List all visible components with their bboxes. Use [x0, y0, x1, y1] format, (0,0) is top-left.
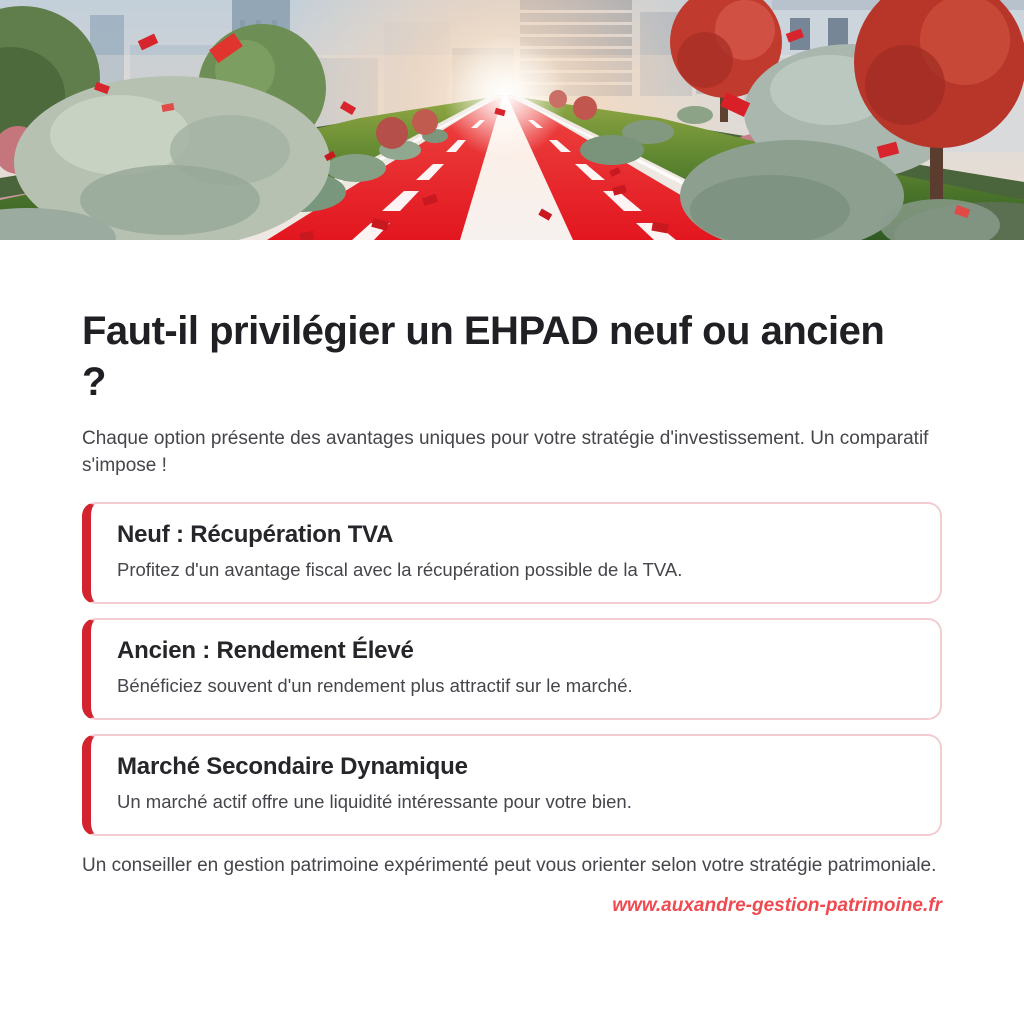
- website-url[interactable]: [82, 895, 942, 917]
- card-description: Profitez d'un avantage fiscal avec la récupération possible de la TVA.: [117, 559, 683, 581]
- card-title: Marché Secondaire Dynamique: [117, 753, 468, 781]
- hero-illustration: [0, 0, 1024, 240]
- card-ancien-rendement-eleve: [82, 618, 942, 720]
- sun: [443, 35, 567, 159]
- hero-image: [0, 0, 1024, 240]
- card-description: Bénéficiez souvent d'un rendement plus attractif sur le marché.: [117, 675, 633, 697]
- card-title: Neuf : Récupération TVA: [117, 521, 394, 549]
- card-marche-secondaire-dynamique: [82, 734, 942, 836]
- page-title: Faut-il privilégier un EHPAD neuf ou ancien ?: [82, 309, 885, 405]
- card-title: Ancien : Rendement Élevé: [117, 637, 414, 665]
- card-neuf-recuperation-tva: [82, 502, 942, 604]
- content-area: [0, 306, 1024, 917]
- website-link[interactable]: www.auxandre-gestion-patrimoine.fr: [612, 895, 942, 917]
- benefit-cards: [82, 502, 942, 836]
- advisor-note: Un conseiller en gestion patrimoine expérimenté peut vous orienter selon votre stratégie patrimoniale.: [82, 855, 937, 877]
- page-subtitle: Chaque option présente des avantages uniques pour votre stratégie d'investissement. Un comparatif s'impose !: [82, 428, 929, 477]
- card-description: Un marché actif offre une liquidité intéressante pour votre bien.: [117, 791, 632, 813]
